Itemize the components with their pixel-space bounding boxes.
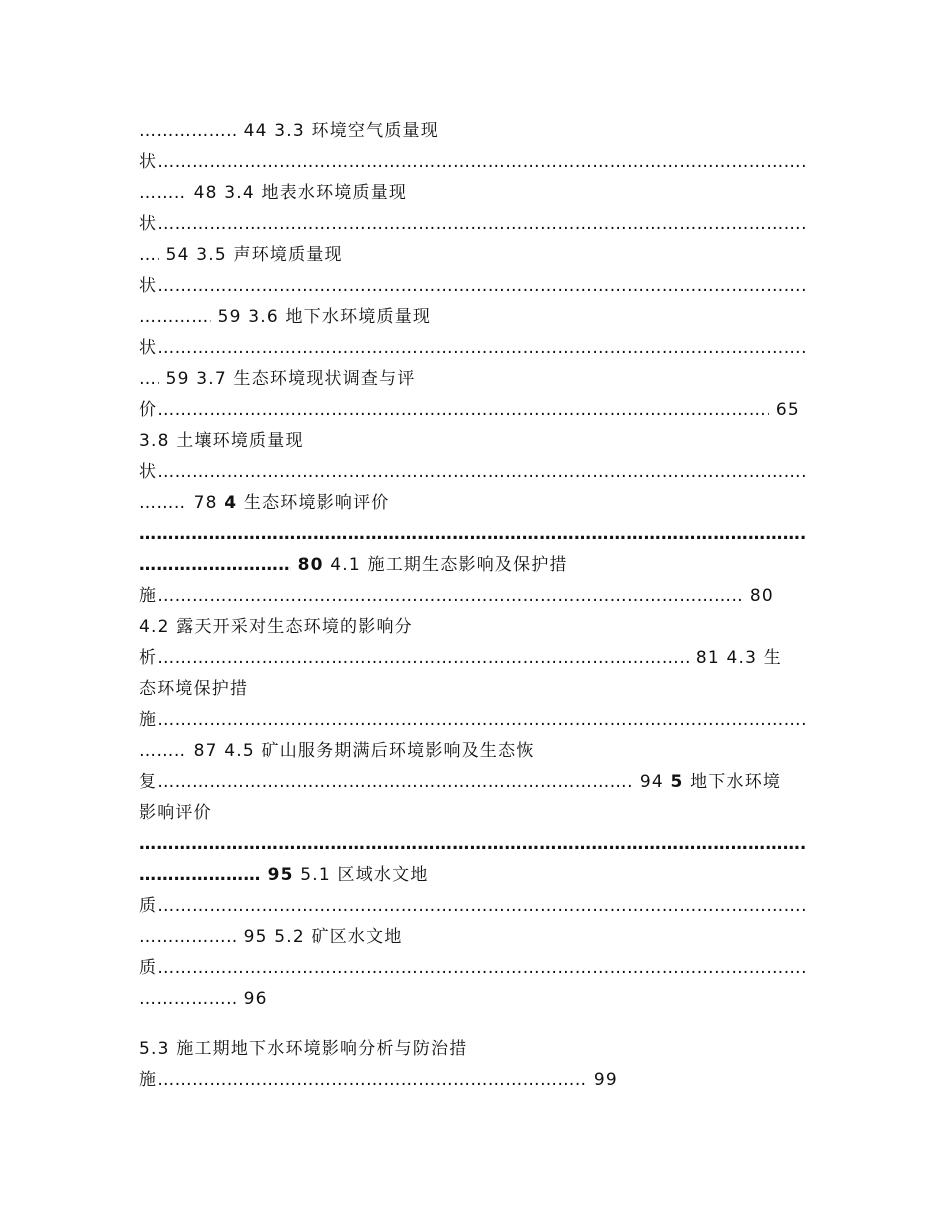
toc-section-title: 矿山服务期满后环境影响及生态恢 bbox=[261, 741, 535, 761]
toc-section-number: 4.5 bbox=[224, 741, 255, 761]
toc-line bbox=[139, 395, 811, 426]
toc-line bbox=[139, 550, 811, 581]
toc-section-number: 4.2 bbox=[139, 617, 170, 637]
toc-line bbox=[139, 333, 811, 364]
toc-line bbox=[139, 860, 811, 891]
toc-line bbox=[139, 581, 811, 612]
toc-section-number: 3.7 bbox=[196, 369, 227, 389]
toc-page-number: 95 bbox=[267, 865, 294, 885]
toc-page-number: 99 bbox=[593, 1070, 618, 1090]
leader-dots bbox=[157, 271, 805, 302]
leader-dots bbox=[139, 364, 159, 395]
toc-line bbox=[139, 457, 811, 488]
leader-dots bbox=[139, 240, 159, 271]
leader-dots bbox=[139, 922, 237, 953]
toc-page-number: 80 bbox=[749, 586, 774, 606]
toc-section-title: 地下水环境质量现 bbox=[285, 307, 432, 327]
leader-dots bbox=[139, 984, 237, 1015]
toc-section-title: 生 bbox=[763, 648, 782, 668]
leader-dots bbox=[157, 457, 805, 488]
toc-line bbox=[139, 984, 811, 1015]
toc-page-number: 54 bbox=[165, 245, 190, 265]
leader-dots bbox=[157, 1065, 587, 1096]
toc-line bbox=[139, 519, 811, 550]
toc-page-number: 44 bbox=[243, 121, 268, 141]
toc-section-title: 露天开采对生态环境的影响分 bbox=[176, 617, 413, 637]
toc-page-number: 87 bbox=[193, 741, 218, 761]
toc-section-title: 生态环境影响评价 bbox=[243, 493, 390, 513]
leader-dots bbox=[157, 891, 805, 922]
toc-line bbox=[139, 612, 811, 643]
toc-line bbox=[139, 829, 811, 860]
toc-line bbox=[139, 209, 811, 240]
leader-dots bbox=[139, 550, 291, 581]
toc-section-title: 状 bbox=[139, 152, 158, 172]
toc-line bbox=[139, 488, 811, 519]
toc-section-number: 5.1 bbox=[300, 865, 331, 885]
toc-section-title: 质 bbox=[139, 958, 158, 978]
toc-line bbox=[139, 674, 811, 705]
toc-page-number: 96 bbox=[243, 989, 268, 1009]
leader-dots bbox=[157, 209, 805, 240]
toc-section-number: 3.8 bbox=[139, 431, 170, 451]
leader-dots bbox=[157, 705, 805, 736]
toc-line bbox=[139, 240, 811, 271]
toc-line bbox=[139, 426, 811, 457]
toc-section-title: 施工期地下水环境影响分析与防治措 bbox=[176, 1039, 468, 1059]
toc-line bbox=[139, 953, 811, 984]
toc-chapter-number: 4 bbox=[224, 493, 238, 513]
toc-page-number: 94 bbox=[639, 772, 664, 792]
toc-section-title: 态环境保护措 bbox=[139, 679, 249, 699]
toc-section-title: 状 bbox=[139, 276, 158, 296]
toc-line bbox=[139, 147, 811, 178]
toc-line bbox=[139, 116, 811, 147]
toc-line bbox=[139, 736, 811, 767]
leader-dots bbox=[139, 178, 187, 209]
toc-section-title: 施 bbox=[139, 586, 158, 606]
toc-section-title: 影响评价 bbox=[139, 803, 212, 823]
toc-page-number: 65 bbox=[775, 400, 800, 420]
leader-dots bbox=[157, 147, 805, 178]
leader-dots bbox=[139, 860, 261, 891]
toc-line bbox=[139, 178, 811, 209]
toc-section-title: 状 bbox=[139, 214, 158, 234]
leader-dots bbox=[139, 302, 211, 333]
toc-section-title: 复 bbox=[139, 772, 158, 792]
toc-section-number: 5.2 bbox=[274, 927, 305, 947]
leader-dots bbox=[157, 581, 743, 612]
toc-line bbox=[139, 705, 811, 736]
toc-page-number: 78 bbox=[193, 493, 218, 513]
toc-line bbox=[139, 302, 811, 333]
leader-dots bbox=[139, 829, 806, 860]
toc-section-title: 施工期生态影响及保护措 bbox=[367, 555, 568, 575]
toc-section-number: 3.4 bbox=[224, 183, 255, 203]
leader-dots bbox=[157, 643, 689, 674]
leader-dots bbox=[139, 519, 806, 550]
toc-section-title: 施 bbox=[139, 710, 158, 730]
toc-section-number: 4.3 bbox=[726, 648, 758, 668]
toc-section-number: 3.5 bbox=[196, 245, 227, 265]
toc-section-title: 声环境质量现 bbox=[233, 245, 343, 265]
toc-line bbox=[139, 922, 811, 953]
toc-section-title: 环境空气质量现 bbox=[311, 121, 439, 141]
leader-dots bbox=[157, 767, 633, 798]
toc-section-title: 地表水环境质量现 bbox=[261, 183, 408, 203]
leader-dots bbox=[139, 488, 187, 519]
toc-section-title: 地下水环境 bbox=[690, 772, 782, 792]
toc-section-title: 生态环境现状调查与评 bbox=[233, 369, 416, 389]
toc-chapter-number: 5 bbox=[670, 772, 684, 792]
toc-page-number: 59 bbox=[217, 307, 242, 327]
toc-section-number: 3.3 bbox=[274, 121, 305, 141]
toc-section-title: 矿区水文地 bbox=[311, 927, 403, 947]
toc-line bbox=[139, 1065, 811, 1096]
leader-dots bbox=[139, 736, 187, 767]
toc-section-title: 状 bbox=[139, 338, 158, 358]
toc-line bbox=[139, 271, 811, 302]
toc-page-number: 95 bbox=[243, 927, 268, 947]
toc-line bbox=[139, 767, 811, 798]
leader-dots bbox=[157, 333, 805, 364]
toc-section-number: 4.1 bbox=[330, 555, 361, 575]
toc-section-title: 析 bbox=[139, 648, 158, 668]
toc-section-number: 5.3 bbox=[139, 1039, 170, 1059]
toc-page-number: 59 bbox=[165, 369, 190, 389]
toc-section-title: 状 bbox=[139, 462, 158, 482]
toc-section-title: 质 bbox=[139, 896, 158, 916]
toc-line bbox=[139, 643, 811, 674]
table-of-contents bbox=[139, 116, 811, 1096]
leader-dots bbox=[157, 953, 805, 984]
toc-page-number: 80 bbox=[297, 555, 324, 575]
toc-line bbox=[139, 798, 811, 829]
toc-section-title: 价 bbox=[139, 400, 158, 420]
toc-section-title: 区域水文地 bbox=[337, 865, 429, 885]
toc-page-number: 81 bbox=[695, 648, 720, 668]
toc-section-title: 施 bbox=[139, 1070, 158, 1090]
toc-line bbox=[139, 1034, 811, 1065]
toc-line bbox=[139, 891, 811, 922]
leader-dots bbox=[157, 395, 769, 426]
toc-page-number: 48 bbox=[193, 183, 218, 203]
leader-dots bbox=[139, 116, 237, 147]
toc-section-number: 3.6 bbox=[248, 307, 279, 327]
toc-line bbox=[139, 364, 811, 395]
toc-section-title: 土壤环境质量现 bbox=[176, 431, 304, 451]
